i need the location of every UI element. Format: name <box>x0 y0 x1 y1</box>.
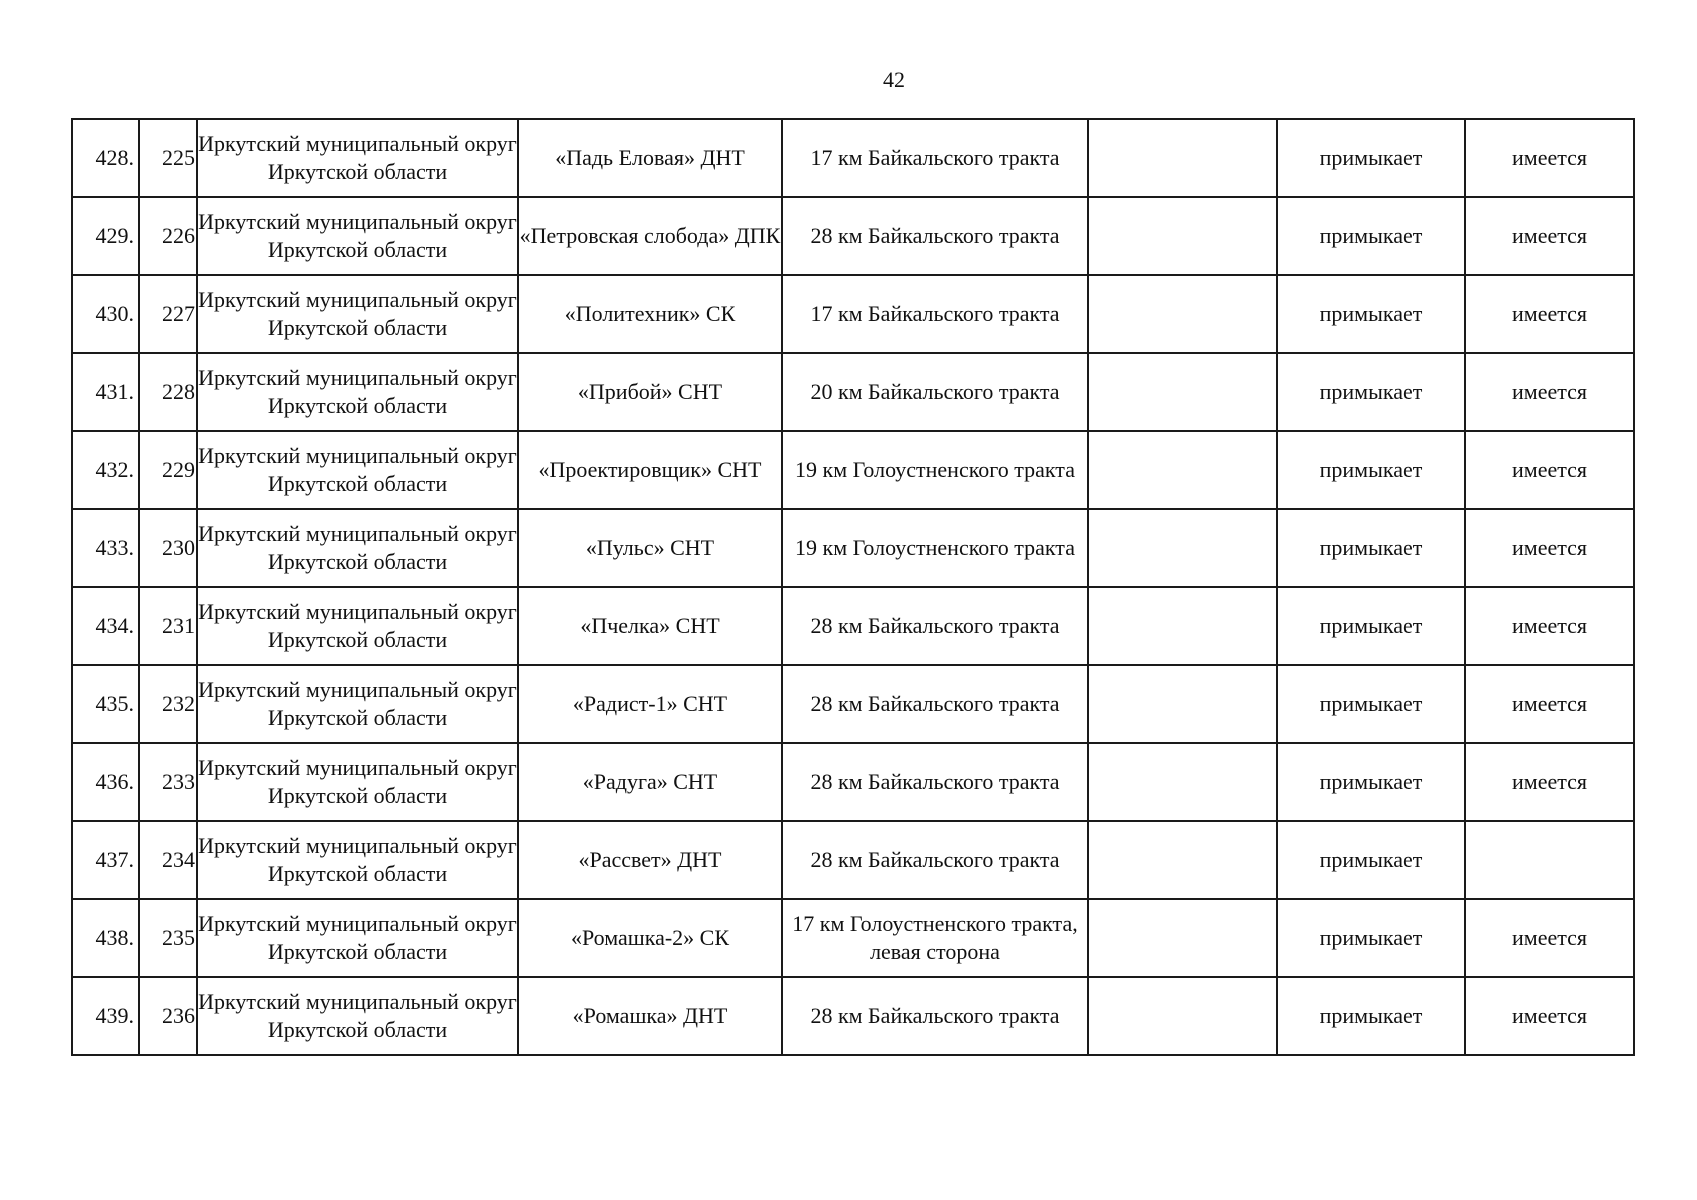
table-row <box>72 275 1634 353</box>
adjacency-cell: примыкает <box>1277 353 1465 431</box>
empty-cell <box>1088 587 1277 665</box>
empty-cell <box>1088 431 1277 509</box>
empty-cell <box>1088 821 1277 899</box>
adjacency-cell: примыкает <box>1277 275 1465 353</box>
location-cell: 17 км Байкальского тракта <box>782 275 1088 353</box>
district-cell: Иркутский муниципальный округ Иркутской области <box>197 431 518 509</box>
organization-name-cell: «Прибой» СНТ <box>518 353 782 431</box>
district-cell: Иркутский муниципальный округ Иркутской области <box>197 899 518 977</box>
row-sub-number: 225 <box>139 119 197 197</box>
row-sub-number: 234 <box>139 821 197 899</box>
adjacency-cell: примыкает <box>1277 431 1465 509</box>
table-row <box>72 899 1634 977</box>
location-cell: 20 км Байкальского тракта <box>782 353 1088 431</box>
availability-cell: имеется <box>1465 353 1634 431</box>
empty-cell <box>1088 119 1277 197</box>
row-number: 429. <box>72 197 139 275</box>
location-cell: 28 км Байкальского тракта <box>782 977 1088 1055</box>
availability-cell: имеется <box>1465 119 1634 197</box>
row-number: 431. <box>72 353 139 431</box>
district-cell: Иркутский муниципальный округ Иркутской области <box>197 587 518 665</box>
adjacency-cell: примыкает <box>1277 509 1465 587</box>
table-row <box>72 353 1634 431</box>
location-cell: 19 км Голоустненского тракта <box>782 431 1088 509</box>
organization-name-cell: «Ромашка» ДНТ <box>518 977 782 1055</box>
adjacency-cell: примыкает <box>1277 665 1465 743</box>
empty-cell <box>1088 899 1277 977</box>
row-sub-number: 226 <box>139 197 197 275</box>
adjacency-cell: примыкает <box>1277 119 1465 197</box>
row-number: 432. <box>72 431 139 509</box>
district-cell: Иркутский муниципальный округ Иркутской области <box>197 119 518 197</box>
row-sub-number: 231 <box>139 587 197 665</box>
row-number: 434. <box>72 587 139 665</box>
table-row <box>72 509 1634 587</box>
adjacency-cell: примыкает <box>1277 743 1465 821</box>
table-row <box>72 743 1634 821</box>
row-sub-number: 232 <box>139 665 197 743</box>
row-sub-number: 229 <box>139 431 197 509</box>
empty-cell <box>1088 353 1277 431</box>
district-cell: Иркутский муниципальный округ Иркутской области <box>197 977 518 1055</box>
row-sub-number: 236 <box>139 977 197 1055</box>
row-number: 435. <box>72 665 139 743</box>
district-cell: Иркутский муниципальный округ Иркутской области <box>197 197 518 275</box>
location-cell: 28 км Байкальского тракта <box>782 665 1088 743</box>
availability-cell: имеется <box>1465 587 1634 665</box>
adjacency-cell: примыкает <box>1277 977 1465 1055</box>
registry-table <box>71 118 1635 1056</box>
adjacency-cell: примыкает <box>1277 821 1465 899</box>
organization-name-cell: «Пульс» СНТ <box>518 509 782 587</box>
empty-cell <box>1088 977 1277 1055</box>
availability-cell: имеется <box>1465 899 1634 977</box>
table-body <box>72 119 1634 1055</box>
row-sub-number: 228 <box>139 353 197 431</box>
table-row <box>72 587 1634 665</box>
organization-name-cell: «Пчелка» СНТ <box>518 587 782 665</box>
row-number: 433. <box>72 509 139 587</box>
empty-cell <box>1088 197 1277 275</box>
district-cell: Иркутский муниципальный округ Иркутской области <box>197 743 518 821</box>
location-cell: 17 км Голоустненского тракта, левая сторона <box>782 899 1088 977</box>
row-number: 439. <box>72 977 139 1055</box>
row-sub-number: 235 <box>139 899 197 977</box>
organization-name-cell: «Петровская слобода» ДПК <box>518 197 782 275</box>
district-cell: Иркутский муниципальный округ Иркутской области <box>197 275 518 353</box>
availability-cell: имеется <box>1465 197 1634 275</box>
location-cell: 28 км Байкальского тракта <box>782 743 1088 821</box>
location-cell: 28 км Байкальского тракта <box>782 587 1088 665</box>
availability-cell: имеется <box>1465 743 1634 821</box>
location-cell: 28 км Байкальского тракта <box>782 821 1088 899</box>
empty-cell <box>1088 743 1277 821</box>
district-cell: Иркутский муниципальный округ Иркутской области <box>197 509 518 587</box>
adjacency-cell: примыкает <box>1277 197 1465 275</box>
adjacency-cell: примыкает <box>1277 587 1465 665</box>
availability-cell: имеется <box>1465 977 1634 1055</box>
organization-name-cell: «Радуга» СНТ <box>518 743 782 821</box>
district-cell: Иркутский муниципальный округ Иркутской области <box>197 353 518 431</box>
empty-cell <box>1088 275 1277 353</box>
adjacency-cell: примыкает <box>1277 899 1465 977</box>
table-row <box>72 665 1634 743</box>
empty-cell <box>1088 665 1277 743</box>
row-sub-number: 227 <box>139 275 197 353</box>
availability-cell: имеется <box>1465 509 1634 587</box>
organization-name-cell: «Рассвет» ДНТ <box>518 821 782 899</box>
table-row <box>72 821 1634 899</box>
organization-name-cell: «Радист-1» СНТ <box>518 665 782 743</box>
district-cell: Иркутский муниципальный округ Иркутской области <box>197 665 518 743</box>
table-row <box>72 119 1634 197</box>
availability-cell: имеется <box>1465 665 1634 743</box>
table-row <box>72 977 1634 1055</box>
location-cell: 19 км Голоустненского тракта <box>782 509 1088 587</box>
district-cell: Иркутский муниципальный округ Иркутской области <box>197 821 518 899</box>
organization-name-cell: «Проектировщик» СНТ <box>518 431 782 509</box>
location-cell: 17 км Байкальского тракта <box>782 119 1088 197</box>
page-number: 42 <box>883 67 905 92</box>
availability-cell <box>1465 821 1634 899</box>
table-row <box>72 197 1634 275</box>
row-sub-number: 233 <box>139 743 197 821</box>
organization-name-cell: «Политехник» СК <box>518 275 782 353</box>
organization-name-cell: «Падь Еловая» ДНТ <box>518 119 782 197</box>
row-number: 430. <box>72 275 139 353</box>
row-sub-number: 230 <box>139 509 197 587</box>
table-row <box>72 431 1634 509</box>
availability-cell: имеется <box>1465 275 1634 353</box>
empty-cell <box>1088 509 1277 587</box>
organization-name-cell: «Ромашка-2» СК <box>518 899 782 977</box>
row-number: 438. <box>72 899 139 977</box>
row-number: 428. <box>72 119 139 197</box>
availability-cell: имеется <box>1465 431 1634 509</box>
row-number: 437. <box>72 821 139 899</box>
row-number: 436. <box>72 743 139 821</box>
location-cell: 28 км Байкальского тракта <box>782 197 1088 275</box>
